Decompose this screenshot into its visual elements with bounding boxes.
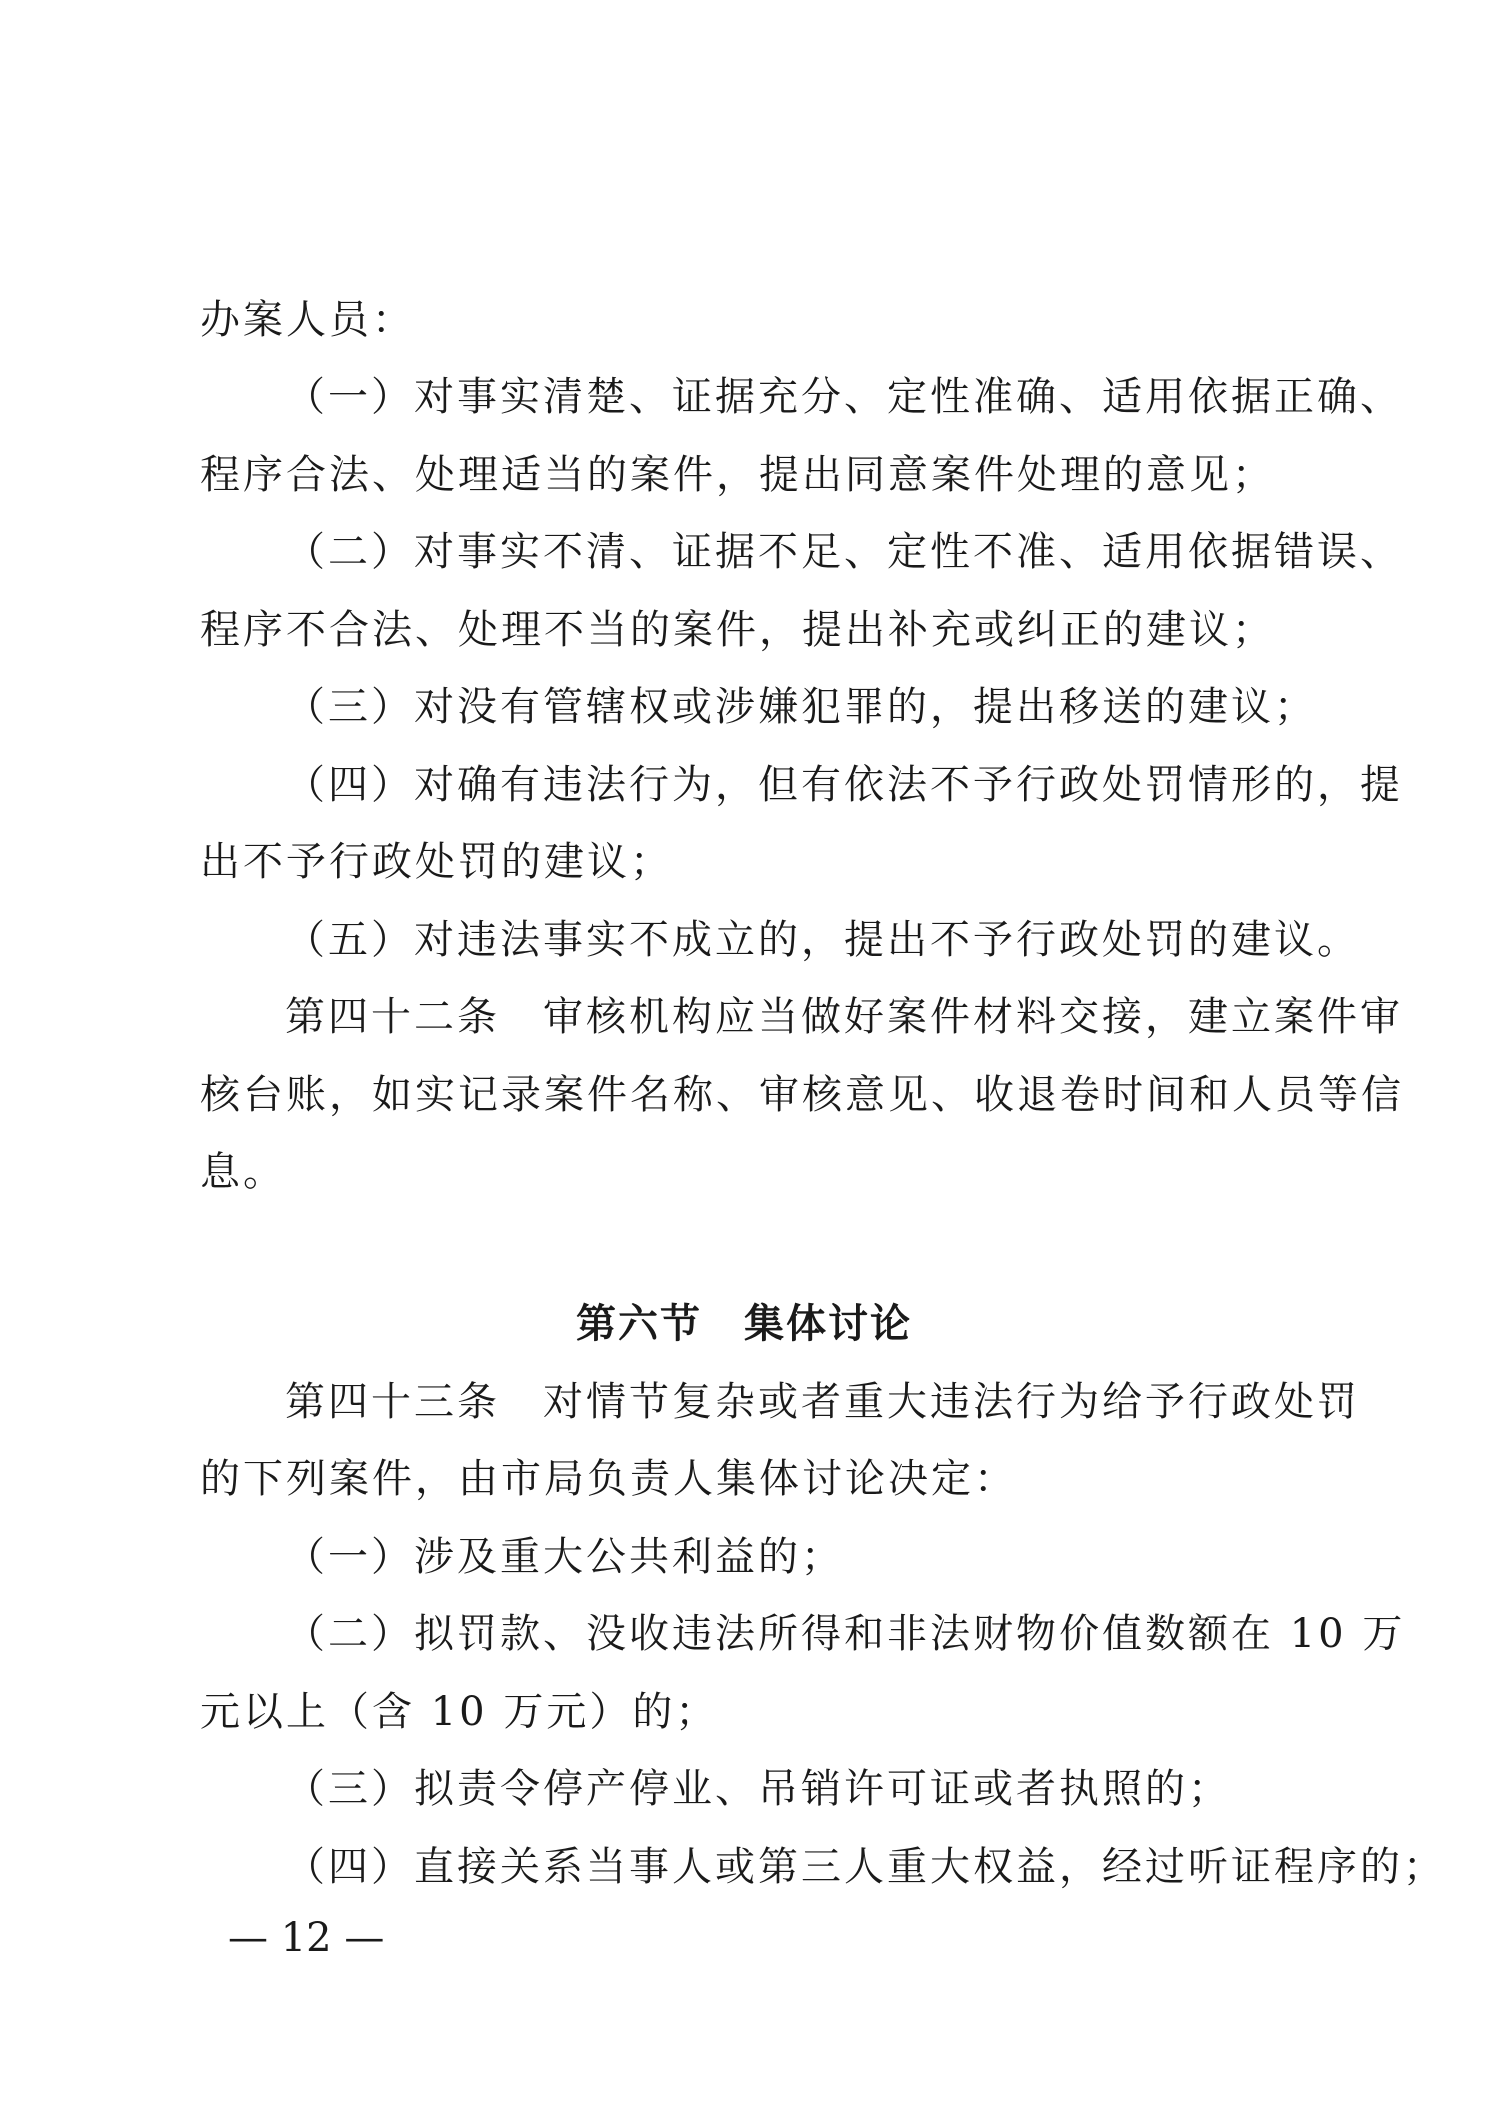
text-line: （三）拟责令停产停业、吊销许可证或者执照的； [285, 1766, 1231, 1812]
article-42-line: 第四十二条 审核机构应当做好案件材料交接，建立案件审 [285, 994, 1403, 1040]
text-line: （四）直接关系当事人或第三人重大权益，经过听证程序的； [285, 1844, 1446, 1890]
text-line: （二）对事实不清、证据不足、定性不准、适用依据错误、 [285, 529, 1403, 575]
text-line: （三）对没有管辖权或涉嫌犯罪的，提出移送的建议； [285, 684, 1317, 730]
text-line: 办案人员： [200, 297, 415, 343]
text-line: 程序不合法、处理不当的案件，提出补充或纠正的建议； [200, 607, 1275, 653]
text-line: （五）对违法事实不成立的，提出不予行政处罚的建议。 [285, 917, 1360, 963]
text-line: 元以上（含 10 万元）的； [200, 1689, 719, 1735]
text-line: （四）对确有违法行为，但有依法不予行政处罚情形的，提 [285, 762, 1403, 808]
text-line: 出不予行政处罚的建议； [200, 839, 673, 885]
text-line: （二）拟罚款、没收违法所得和非法财物价值数额在 10 万 [285, 1611, 1406, 1657]
text-line: （一）涉及重大公共利益的； [285, 1534, 844, 1580]
page-number: — 12 — [228, 1915, 385, 1961]
text-line: 息。 [200, 1149, 286, 1195]
article-43-line: 第四十三条 对情节复杂或者重大违法行为给予行政处罚 [285, 1379, 1360, 1425]
text-line: 核台账，如实记录案件名称、审核意见、收退卷时间和人员等信 [200, 1072, 1404, 1118]
text-line: 的下列案件，由市局负责人集体讨论决定： [200, 1456, 1017, 1502]
text-line: 程序合法、处理适当的案件，提出同意案件处理的意见； [200, 452, 1275, 498]
section-heading: 第六节 集体讨论 [576, 1301, 912, 1347]
text-line: （一）对事实清楚、证据充分、定性准确、适用依据正确、 [285, 374, 1403, 420]
